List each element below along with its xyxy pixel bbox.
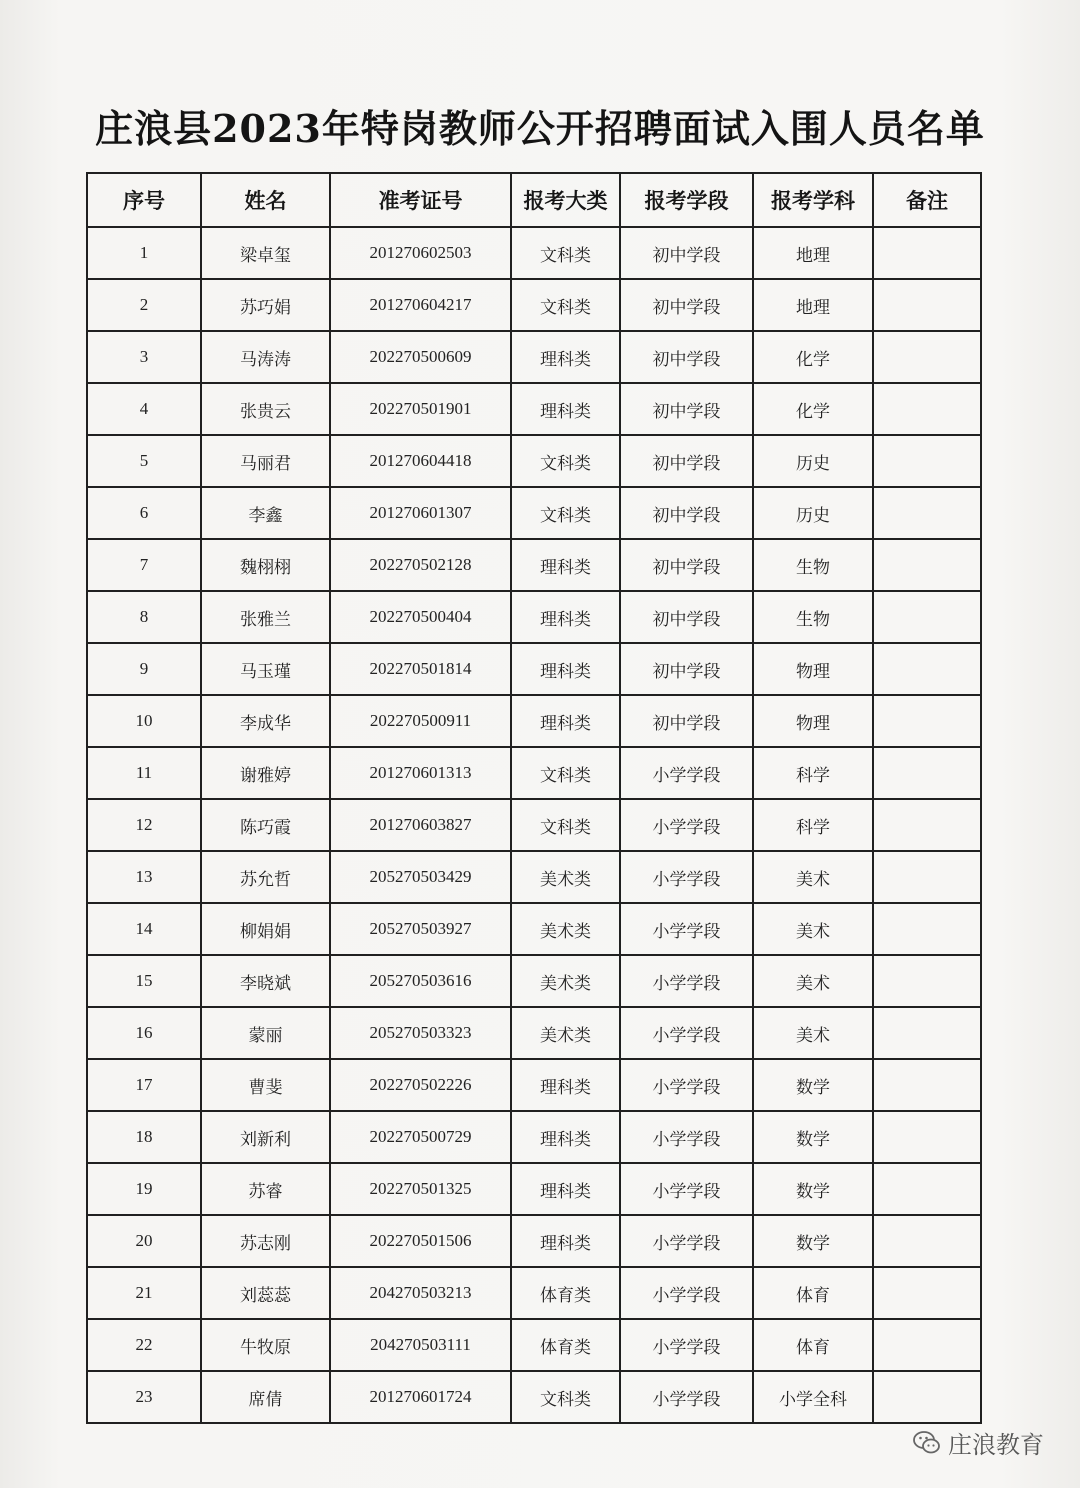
cell-subject: 地理 (753, 279, 873, 331)
table-row (87, 539, 981, 591)
table-row (87, 1163, 981, 1215)
cell-category: 文科类 (511, 279, 620, 331)
table-row (87, 851, 981, 903)
cell-name: 谢雅婷 (201, 747, 330, 799)
cell-name: 魏栩栩 (201, 539, 330, 591)
wechat-icon (912, 1428, 942, 1458)
cell-subject: 科学 (753, 799, 873, 851)
header-seq: 序号 (87, 173, 201, 227)
cell-ticket-no: 204270503213 (330, 1267, 511, 1319)
cell-remarks (873, 227, 981, 279)
document-title: 庄浪县2023年特岗教师公开招聘面试入围人员名单 (95, 106, 985, 151)
cell-category: 美术类 (511, 903, 620, 955)
cell-remarks (873, 695, 981, 747)
cell-stage: 小学学段 (620, 1007, 753, 1059)
cell-remarks (873, 1163, 981, 1215)
cell-subject: 生物 (753, 591, 873, 643)
cell-seq: 18 (87, 1111, 201, 1163)
candidate-table (86, 172, 982, 1424)
cell-subject: 历史 (753, 435, 873, 487)
table-row (87, 279, 981, 331)
cell-name: 苏睿 (201, 1163, 330, 1215)
cell-subject: 数学 (753, 1111, 873, 1163)
cell-ticket-no: 201270602503 (330, 227, 511, 279)
cell-category: 理科类 (511, 1059, 620, 1111)
cell-ticket-no: 202270500404 (330, 591, 511, 643)
cell-name: 刘新利 (201, 1111, 330, 1163)
cell-remarks (873, 279, 981, 331)
cell-name: 梁卓玺 (201, 227, 330, 279)
cell-ticket-no: 202270501506 (330, 1215, 511, 1267)
cell-ticket-no: 201270601307 (330, 487, 511, 539)
cell-ticket-no: 205270503429 (330, 851, 511, 903)
cell-ticket-no: 201270601724 (330, 1371, 511, 1423)
cell-remarks (873, 487, 981, 539)
cell-seq: 3 (87, 331, 201, 383)
cell-stage: 初中学段 (620, 591, 753, 643)
cell-category: 文科类 (511, 747, 620, 799)
cell-ticket-no: 204270503111 (330, 1319, 511, 1371)
cell-category: 体育类 (511, 1319, 620, 1371)
cell-subject: 历史 (753, 487, 873, 539)
table-row (87, 227, 981, 279)
cell-subject: 美术 (753, 955, 873, 1007)
cell-ticket-no: 201270604418 (330, 435, 511, 487)
cell-seq: 10 (87, 695, 201, 747)
cell-ticket-no: 202270500729 (330, 1111, 511, 1163)
cell-remarks (873, 539, 981, 591)
table-row (87, 331, 981, 383)
cell-remarks (873, 591, 981, 643)
cell-remarks (873, 799, 981, 851)
cell-subject: 美术 (753, 903, 873, 955)
table-row (87, 1215, 981, 1267)
cell-remarks (873, 955, 981, 1007)
cell-name: 李晓斌 (201, 955, 330, 1007)
table-row (87, 955, 981, 1007)
cell-seq: 5 (87, 435, 201, 487)
cell-category: 理科类 (511, 383, 620, 435)
cell-name: 牛牧原 (201, 1319, 330, 1371)
cell-category: 理科类 (511, 539, 620, 591)
cell-subject: 体育 (753, 1319, 873, 1371)
cell-subject: 化学 (753, 383, 873, 435)
header-name: 姓名 (201, 173, 330, 227)
cell-stage: 小学学段 (620, 1163, 753, 1215)
table-row (87, 695, 981, 747)
cell-name: 蒙丽 (201, 1007, 330, 1059)
table-row (87, 643, 981, 695)
cell-name: 马涛涛 (201, 331, 330, 383)
cell-seq: 2 (87, 279, 201, 331)
cell-category: 体育类 (511, 1267, 620, 1319)
cell-category: 文科类 (511, 435, 620, 487)
cell-stage: 小学学段 (620, 851, 753, 903)
cell-name: 苏巧娟 (201, 279, 330, 331)
cell-name: 曹斐 (201, 1059, 330, 1111)
cell-stage: 小学学段 (620, 1059, 753, 1111)
cell-seq: 11 (87, 747, 201, 799)
cell-ticket-no: 201270604217 (330, 279, 511, 331)
cell-seq: 1 (87, 227, 201, 279)
table-row (87, 435, 981, 487)
cell-seq: 23 (87, 1371, 201, 1423)
cell-stage: 初中学段 (620, 487, 753, 539)
cell-ticket-no: 202270500609 (330, 331, 511, 383)
table-row (87, 1007, 981, 1059)
table-row (87, 903, 981, 955)
cell-subject: 美术 (753, 1007, 873, 1059)
cell-seq: 4 (87, 383, 201, 435)
cell-ticket-no: 205270503616 (330, 955, 511, 1007)
cell-seq: 21 (87, 1267, 201, 1319)
cell-remarks (873, 1319, 981, 1371)
cell-name: 马丽君 (201, 435, 330, 487)
cell-ticket-no: 202270501814 (330, 643, 511, 695)
cell-subject: 化学 (753, 331, 873, 383)
cell-category: 文科类 (511, 487, 620, 539)
cell-ticket-no: 205270503323 (330, 1007, 511, 1059)
cell-remarks (873, 851, 981, 903)
cell-remarks (873, 1111, 981, 1163)
cell-remarks (873, 903, 981, 955)
cell-remarks (873, 643, 981, 695)
table-row (87, 747, 981, 799)
cell-seq: 15 (87, 955, 201, 1007)
cell-remarks (873, 1267, 981, 1319)
cell-name: 苏志刚 (201, 1215, 330, 1267)
table-row (87, 1267, 981, 1319)
cell-stage: 初中学段 (620, 383, 753, 435)
cell-category: 理科类 (511, 643, 620, 695)
cell-category: 文科类 (511, 1371, 620, 1423)
cell-seq: 9 (87, 643, 201, 695)
table-row (87, 1319, 981, 1371)
header-subject: 报考学科 (753, 173, 873, 227)
cell-remarks (873, 747, 981, 799)
cell-ticket-no: 201270603827 (330, 799, 511, 851)
cell-seq: 16 (87, 1007, 201, 1059)
cell-subject: 数学 (753, 1215, 873, 1267)
cell-stage: 小学学段 (620, 955, 753, 1007)
cell-stage: 小学学段 (620, 799, 753, 851)
cell-remarks (873, 435, 981, 487)
cell-category: 美术类 (511, 1007, 620, 1059)
cell-category: 理科类 (511, 1163, 620, 1215)
cell-subject: 数学 (753, 1059, 873, 1111)
cell-subject: 数学 (753, 1163, 873, 1215)
cell-stage: 小学学段 (620, 1267, 753, 1319)
cell-ticket-no: 202270502226 (330, 1059, 511, 1111)
cell-stage: 小学学段 (620, 1215, 753, 1267)
cell-seq: 14 (87, 903, 201, 955)
header-category: 报考大类 (511, 173, 620, 227)
cell-category: 理科类 (511, 1111, 620, 1163)
cell-remarks (873, 1007, 981, 1059)
table-row (87, 591, 981, 643)
cell-ticket-no: 202270501901 (330, 383, 511, 435)
cell-name: 柳娟娟 (201, 903, 330, 955)
cell-subject: 体育 (753, 1267, 873, 1319)
cell-remarks (873, 1371, 981, 1423)
cell-category: 理科类 (511, 591, 620, 643)
table-row (87, 799, 981, 851)
cell-name: 李成华 (201, 695, 330, 747)
cell-subject: 物理 (753, 643, 873, 695)
cell-name: 马玉瑾 (201, 643, 330, 695)
table-body (87, 227, 981, 1423)
cell-name: 苏允哲 (201, 851, 330, 903)
header-stage: 报考学段 (620, 173, 753, 227)
cell-stage: 小学学段 (620, 903, 753, 955)
cell-seq: 22 (87, 1319, 201, 1371)
cell-stage: 小学学段 (620, 1111, 753, 1163)
cell-subject: 地理 (753, 227, 873, 279)
watermark (912, 1425, 1044, 1460)
cell-category: 文科类 (511, 227, 620, 279)
cell-subject: 科学 (753, 747, 873, 799)
cell-category: 理科类 (511, 331, 620, 383)
cell-category: 美术类 (511, 851, 620, 903)
cell-ticket-no: 205270503927 (330, 903, 511, 955)
cell-category: 文科类 (511, 799, 620, 851)
cell-remarks (873, 1215, 981, 1267)
cell-name: 张雅兰 (201, 591, 330, 643)
cell-category: 理科类 (511, 695, 620, 747)
cell-seq: 12 (87, 799, 201, 851)
cell-subject: 小学全科 (753, 1371, 873, 1423)
cell-remarks (873, 1059, 981, 1111)
cell-ticket-no: 202270502128 (330, 539, 511, 591)
table-row (87, 1059, 981, 1111)
cell-stage: 小学学段 (620, 747, 753, 799)
cell-seq: 17 (87, 1059, 201, 1111)
cell-stage: 小学学段 (620, 1371, 753, 1423)
cell-stage: 初中学段 (620, 539, 753, 591)
cell-seq: 20 (87, 1215, 201, 1267)
cell-stage: 初中学段 (620, 695, 753, 747)
cell-stage: 初中学段 (620, 435, 753, 487)
cell-ticket-no: 201270601313 (330, 747, 511, 799)
cell-stage: 初中学段 (620, 227, 753, 279)
cell-seq: 6 (87, 487, 201, 539)
cell-category: 美术类 (511, 955, 620, 1007)
cell-subject: 生物 (753, 539, 873, 591)
cell-category: 理科类 (511, 1215, 620, 1267)
cell-seq: 7 (87, 539, 201, 591)
cell-subject: 物理 (753, 695, 873, 747)
cell-seq: 19 (87, 1163, 201, 1215)
table-header-row (87, 173, 981, 227)
cell-name: 张贵云 (201, 383, 330, 435)
watermark-text: 庄浪教育 (948, 1431, 1044, 1459)
cell-stage: 初中学段 (620, 643, 753, 695)
header-ticket-no: 准考证号 (330, 173, 511, 227)
cell-remarks (873, 383, 981, 435)
cell-seq: 8 (87, 591, 201, 643)
header-remarks: 备注 (873, 173, 981, 227)
cell-seq: 13 (87, 851, 201, 903)
cell-stage: 小学学段 (620, 1319, 753, 1371)
cell-stage: 初中学段 (620, 331, 753, 383)
cell-subject: 美术 (753, 851, 873, 903)
table-row (87, 1111, 981, 1163)
cell-name: 陈巧霞 (201, 799, 330, 851)
cell-ticket-no: 202270501325 (330, 1163, 511, 1215)
table-row (87, 383, 981, 435)
cell-name: 席倩 (201, 1371, 330, 1423)
table-row (87, 1371, 981, 1423)
cell-ticket-no: 202270500911 (330, 695, 511, 747)
table-row (87, 487, 981, 539)
cell-name: 李鑫 (201, 487, 330, 539)
cell-name: 刘蕊蕊 (201, 1267, 330, 1319)
cell-stage: 初中学段 (620, 279, 753, 331)
cell-remarks (873, 331, 981, 383)
